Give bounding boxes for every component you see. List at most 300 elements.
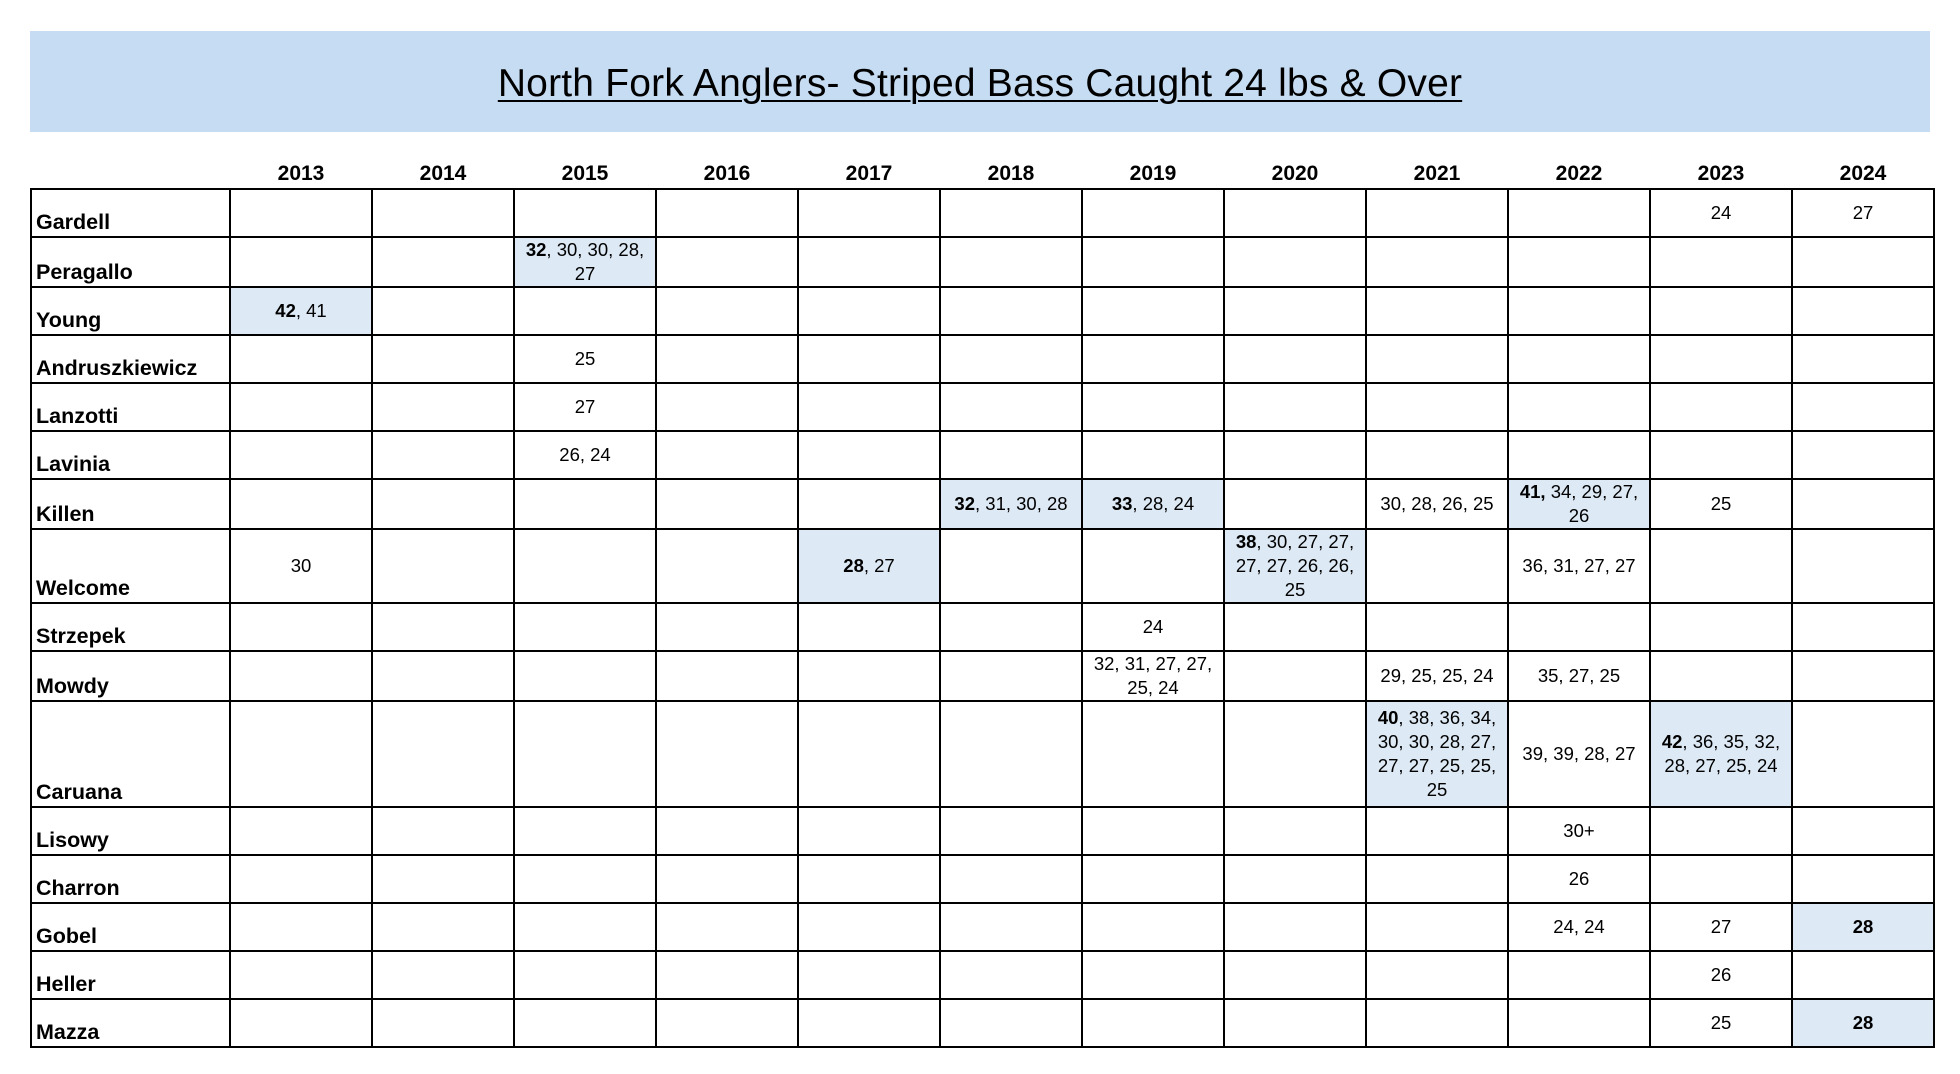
year-header-2015: 2015 <box>561 162 609 185</box>
catch-cell-2014 <box>372 287 514 335</box>
catch-cell-2013 <box>230 903 372 951</box>
catch-weights <box>1711 963 1732 987</box>
top-catch-weight: 42 <box>1661 731 1683 752</box>
catch-weight-list: 26 <box>1710 964 1732 985</box>
catch-cell-2023 <box>1650 529 1792 603</box>
catch-cell-2020 <box>1224 951 1366 999</box>
catch-cell-2014 <box>372 529 514 603</box>
catch-table <box>30 153 1935 1048</box>
catch-cell-2019 <box>1082 189 1224 237</box>
catch-cell-2016 <box>656 855 798 903</box>
catch-cell-2013 <box>230 237 372 287</box>
catch-cell-2024 <box>1792 807 1934 855</box>
catch-weights <box>1143 615 1164 639</box>
catch-weights <box>1853 915 1874 939</box>
catch-cell-2015 <box>514 237 656 287</box>
catch-cell-2013 <box>230 807 372 855</box>
catch-cell-2015 <box>514 431 656 479</box>
catch-cell-2024 <box>1792 855 1934 903</box>
catch-weights <box>1563 819 1594 843</box>
catch-cell-2023 <box>1650 651 1792 701</box>
top-catch-weight: 38 <box>1235 531 1257 552</box>
catch-cell-2020 <box>1224 903 1366 951</box>
catch-weights <box>1087 652 1219 700</box>
catch-cell-2021 <box>1366 287 1508 335</box>
catch-cell-2020 <box>1224 431 1366 479</box>
catch-cell-2015 <box>514 807 656 855</box>
catch-cell-2019 <box>1082 237 1224 287</box>
catch-cell-2021 <box>1366 855 1508 903</box>
catch-cell-2021 <box>1366 237 1508 287</box>
catch-cell-2021 <box>1366 807 1508 855</box>
angler-name: Killen <box>31 479 230 529</box>
catch-weights <box>559 443 610 467</box>
catch-cell-2020 <box>1224 479 1366 529</box>
catch-cell-2019 <box>1082 807 1224 855</box>
catch-cell-2014 <box>372 479 514 529</box>
year-header-2013: 2013 <box>277 162 325 185</box>
catch-cell-2017 <box>798 189 940 237</box>
catch-cell-2019 <box>1082 855 1224 903</box>
catch-cell-2015 <box>514 603 656 651</box>
catch-weights <box>1229 530 1361 602</box>
catch-cell-2018 <box>940 529 1082 603</box>
catch-cell-2021 <box>1366 701 1508 807</box>
catch-cell-2019 <box>1082 479 1224 529</box>
catch-cell-2020 <box>1224 335 1366 383</box>
catch-cell-2024 <box>1792 529 1934 603</box>
catch-cell-2022 <box>1508 431 1650 479</box>
catch-cell-2020 <box>1224 529 1366 603</box>
angler-name: Gardell <box>31 189 230 237</box>
catch-cell-2019 <box>1082 335 1224 383</box>
catch-cell-2015 <box>514 999 656 1047</box>
catch-cell-2017 <box>798 237 940 287</box>
catch-cell-2019 <box>1082 431 1224 479</box>
catch-cell-2017 <box>798 431 940 479</box>
catch-cell-2017 <box>798 287 940 335</box>
catch-cell-2018 <box>940 335 1082 383</box>
catch-cell-2015 <box>514 701 656 807</box>
catch-cell-2016 <box>656 237 798 287</box>
catch-cell-2014 <box>372 999 514 1047</box>
catch-cell-2023 <box>1650 951 1792 999</box>
catch-cell-2015 <box>514 287 656 335</box>
catch-cell-2015 <box>514 951 656 999</box>
catch-cell-2024 <box>1792 603 1934 651</box>
catch-cell-2017 <box>798 529 940 603</box>
catch-cell-2022 <box>1508 999 1650 1047</box>
catch-cell-2021 <box>1366 529 1508 603</box>
catch-weights <box>1380 664 1493 688</box>
catch-weight-list: 25 <box>1710 493 1732 514</box>
catch-cell-2019 <box>1082 383 1224 431</box>
catch-cell-2017 <box>798 701 940 807</box>
catch-cell-2017 <box>798 951 940 999</box>
catch-cell-2016 <box>656 287 798 335</box>
catch-cell-2018 <box>940 383 1082 431</box>
catch-cell-2019 <box>1082 529 1224 603</box>
top-catch-weight: 28 <box>1852 1012 1874 1033</box>
catch-cell-2018 <box>940 903 1082 951</box>
catch-cell-2024 <box>1792 951 1934 999</box>
catch-weight-list: , 38, 36, 34, 30, 30, 28, 27, 27, 27, 25, 25, 25 <box>1377 707 1497 800</box>
top-catch-weight: 33 <box>1111 493 1133 514</box>
catch-cell-2016 <box>656 189 798 237</box>
catch-weights <box>1522 554 1635 578</box>
catch-cell-2021 <box>1366 603 1508 651</box>
catch-cell-2013 <box>230 529 372 603</box>
catch-cell-2023 <box>1650 903 1792 951</box>
angler-name: Lisowy <box>31 807 230 855</box>
catch-cell-2024 <box>1792 479 1934 529</box>
catch-cell-2013 <box>230 651 372 701</box>
catch-cell-2020 <box>1224 999 1366 1047</box>
catch-weights <box>1553 915 1604 939</box>
catch-cell-2013 <box>230 383 372 431</box>
catch-cell-2024 <box>1792 237 1934 287</box>
catch-cell-2013 <box>230 287 372 335</box>
catch-weight-list: 25 <box>1710 1012 1732 1033</box>
catch-weight-list: 39, 39, 28, 27 <box>1522 743 1636 764</box>
catch-cell-2020 <box>1224 189 1366 237</box>
catch-weights <box>1711 201 1732 225</box>
catch-cell-2020 <box>1224 237 1366 287</box>
year-header-2020: 2020 <box>1271 162 1319 185</box>
catch-cell-2023 <box>1650 189 1792 237</box>
table-row <box>31 479 1934 529</box>
table-row <box>31 287 1934 335</box>
angler-name: Lavinia <box>31 431 230 479</box>
catch-cell-2023 <box>1650 287 1792 335</box>
table-row <box>31 651 1934 701</box>
catch-cell-2021 <box>1366 479 1508 529</box>
table-row <box>31 189 1934 237</box>
table-row <box>31 335 1934 383</box>
catch-weights <box>275 299 326 323</box>
catch-cell-2023 <box>1650 335 1792 383</box>
top-catch-weight: 40 <box>1377 707 1399 728</box>
catch-cell-2021 <box>1366 903 1508 951</box>
catch-cell-2024 <box>1792 903 1934 951</box>
catch-cell-2018 <box>940 431 1082 479</box>
catch-weight-list: 24 <box>1710 202 1732 223</box>
year-header-2023: 2023 <box>1697 162 1745 185</box>
catch-cell-2022 <box>1508 529 1650 603</box>
catch-cell-2015 <box>514 335 656 383</box>
catch-cell-2013 <box>230 603 372 651</box>
catch-weight-list: 30 <box>290 555 312 576</box>
catch-cell-2023 <box>1650 479 1792 529</box>
catch-cell-2022 <box>1508 807 1650 855</box>
year-header-2019: 2019 <box>1129 162 1177 185</box>
catch-cell-2023 <box>1650 855 1792 903</box>
catch-cell-2014 <box>372 383 514 431</box>
catch-cell-2014 <box>372 951 514 999</box>
catch-cell-2014 <box>372 651 514 701</box>
top-catch-weight: 41, <box>1519 481 1546 502</box>
catch-weights <box>1522 742 1635 766</box>
catch-weights <box>519 238 651 286</box>
catch-cell-2014 <box>372 189 514 237</box>
catch-cell-2017 <box>798 903 940 951</box>
angler-name: Mazza <box>31 999 230 1047</box>
catch-cell-2018 <box>940 951 1082 999</box>
catch-weight-list: , 31, 30, 28 <box>975 493 1068 514</box>
catch-cell-2022 <box>1508 335 1650 383</box>
angler-name: Young <box>31 287 230 335</box>
catch-weights <box>1112 492 1194 516</box>
catch-cell-2014 <box>372 237 514 287</box>
catch-cell-2021 <box>1366 335 1508 383</box>
catch-cell-2022 <box>1508 189 1650 237</box>
catch-cell-2020 <box>1224 287 1366 335</box>
catch-weight-list: 27 <box>1710 916 1732 937</box>
catch-weight-list: 24 <box>1142 616 1164 637</box>
top-catch-weight: 42 <box>275 300 296 321</box>
catch-cell-2014 <box>372 807 514 855</box>
angler-name: Peragallo <box>31 237 230 287</box>
catch-weight-list: , 41 <box>295 300 327 321</box>
catch-cell-2014 <box>372 701 514 807</box>
catch-cell-2019 <box>1082 951 1224 999</box>
catch-weights <box>1380 492 1493 516</box>
catch-cell-2019 <box>1082 903 1224 951</box>
catch-cell-2023 <box>1650 237 1792 287</box>
catch-weights <box>575 347 596 371</box>
catch-weight-list: , 28, 24 <box>1132 493 1195 514</box>
catch-weights <box>1569 867 1590 891</box>
catch-cell-2014 <box>372 335 514 383</box>
catch-cell-2013 <box>230 479 372 529</box>
catch-cell-2020 <box>1224 651 1366 701</box>
angler-name: Andruszkiewicz <box>31 335 230 383</box>
year-header-2016: 2016 <box>703 162 751 185</box>
catch-cell-2016 <box>656 431 798 479</box>
catch-weight-list: 36, 31, 27, 27 <box>1522 555 1636 576</box>
angler-name: Lanzotti <box>31 383 230 431</box>
table-row <box>31 855 1934 903</box>
catch-weight-list: 35, 27, 25 <box>1537 665 1621 686</box>
top-catch-weight: 28 <box>1852 916 1874 937</box>
year-header-2014: 2014 <box>419 162 467 185</box>
table-row <box>31 807 1934 855</box>
catch-cell-2023 <box>1650 383 1792 431</box>
table-row <box>31 999 1934 1047</box>
catch-cell-2020 <box>1224 701 1366 807</box>
catch-cell-2024 <box>1792 431 1934 479</box>
catch-cell-2020 <box>1224 807 1366 855</box>
catch-cell-2018 <box>940 189 1082 237</box>
catch-cell-2020 <box>1224 603 1366 651</box>
catch-cell-2016 <box>656 951 798 999</box>
catch-cell-2022 <box>1508 701 1650 807</box>
catch-cell-2018 <box>940 855 1082 903</box>
catch-cell-2014 <box>372 603 514 651</box>
page-title: North Fork Anglers- Striped Bass Caught 24 lbs & Over <box>497 61 1463 105</box>
catch-cell-2016 <box>656 603 798 651</box>
angler-name: Gobel <box>31 903 230 951</box>
catch-cell-2022 <box>1508 951 1650 999</box>
catch-cell-2022 <box>1508 237 1650 287</box>
catch-cell-2016 <box>656 479 798 529</box>
catch-cell-2022 <box>1508 855 1650 903</box>
catch-weight-list: 26, 24 <box>559 444 611 465</box>
catch-cell-2013 <box>230 701 372 807</box>
catch-cell-2016 <box>656 529 798 603</box>
table-row <box>31 529 1934 603</box>
catch-cell-2017 <box>798 999 940 1047</box>
angler-name: Welcome <box>31 529 230 603</box>
year-header-2022: 2022 <box>1555 162 1603 185</box>
catch-cell-2013 <box>230 335 372 383</box>
catch-cell-2019 <box>1082 999 1224 1047</box>
catch-cell-2017 <box>798 479 940 529</box>
catch-cell-2013 <box>230 951 372 999</box>
catch-weight-list: 34, 29, 27, 26 <box>1545 481 1639 526</box>
catch-cell-2015 <box>514 529 656 603</box>
catch-cell-2016 <box>656 999 798 1047</box>
table-row <box>31 383 1934 431</box>
catch-cell-2024 <box>1792 189 1934 237</box>
table-row <box>31 431 1934 479</box>
catch-cell-2021 <box>1366 189 1508 237</box>
catch-cell-2023 <box>1650 431 1792 479</box>
catch-weight-list: , 30, 30, 28, 27 <box>546 239 645 284</box>
catch-cell-2014 <box>372 855 514 903</box>
catch-cell-2013 <box>230 999 372 1047</box>
catch-weights <box>1538 664 1620 688</box>
catch-cell-2015 <box>514 479 656 529</box>
catch-cell-2022 <box>1508 603 1650 651</box>
catch-cell-2023 <box>1650 603 1792 651</box>
catch-cell-2021 <box>1366 383 1508 431</box>
catch-cell-2017 <box>798 807 940 855</box>
catch-weight-list: 27 <box>1852 202 1874 223</box>
year-header-2024: 2024 <box>1839 162 1887 185</box>
catch-weight-list: , 30, 27, 27, 27, 27, 26, 26, 25 <box>1235 531 1355 600</box>
catch-cell-2015 <box>514 189 656 237</box>
catch-cell-2015 <box>514 903 656 951</box>
catch-cell-2016 <box>656 807 798 855</box>
catch-cell-2016 <box>656 335 798 383</box>
catch-cell-2013 <box>230 855 372 903</box>
title-banner <box>30 31 1930 132</box>
catch-cell-2016 <box>656 701 798 807</box>
catch-cell-2020 <box>1224 855 1366 903</box>
catch-weights <box>1513 480 1645 528</box>
catch-weights <box>1711 1011 1732 1035</box>
catch-cell-2014 <box>372 903 514 951</box>
catch-weight-list: 25 <box>574 348 596 369</box>
catch-cell-2019 <box>1082 603 1224 651</box>
year-header-2017: 2017 <box>845 162 893 185</box>
catch-cell-2022 <box>1508 903 1650 951</box>
catch-weights <box>1853 201 1874 225</box>
catch-cell-2015 <box>514 383 656 431</box>
catch-cell-2023 <box>1650 999 1792 1047</box>
catch-cell-2015 <box>514 855 656 903</box>
catch-cell-2013 <box>230 431 372 479</box>
table-row <box>31 701 1934 807</box>
catch-cell-2018 <box>940 701 1082 807</box>
catch-cell-2018 <box>940 603 1082 651</box>
catch-cell-2017 <box>798 855 940 903</box>
top-catch-weight: 32 <box>954 493 975 514</box>
catch-cell-2014 <box>372 431 514 479</box>
catch-cell-2021 <box>1366 999 1508 1047</box>
catch-cell-2018 <box>940 237 1082 287</box>
catch-cell-2024 <box>1792 701 1934 807</box>
catch-weight-list: 27 <box>574 396 596 417</box>
catch-cell-2013 <box>230 189 372 237</box>
year-header-2018: 2018 <box>987 162 1035 185</box>
header-corner <box>31 153 230 189</box>
catch-cell-2023 <box>1650 701 1792 807</box>
catch-cell-2016 <box>656 903 798 951</box>
catch-weights <box>1655 730 1787 778</box>
catch-weight-list: , 36, 35, 32, 28, 27, 25, 24 <box>1664 731 1781 776</box>
catch-cell-2021 <box>1366 431 1508 479</box>
catch-cell-2024 <box>1792 335 1934 383</box>
catch-weights <box>291 554 312 578</box>
catch-cell-2019 <box>1082 701 1224 807</box>
catch-weight-list: 30+ <box>1563 820 1595 841</box>
catch-cell-2019 <box>1082 287 1224 335</box>
catch-cell-2024 <box>1792 383 1934 431</box>
table-row <box>31 603 1934 651</box>
catch-cell-2020 <box>1224 383 1366 431</box>
catch-weight-list: 26 <box>1568 868 1590 889</box>
catch-cell-2017 <box>798 335 940 383</box>
catch-weights <box>1711 915 1732 939</box>
catch-cell-2022 <box>1508 287 1650 335</box>
catch-cell-2021 <box>1366 951 1508 999</box>
catch-cell-2022 <box>1508 383 1650 431</box>
catch-cell-2022 <box>1508 479 1650 529</box>
top-catch-weight: 32 <box>525 239 547 260</box>
angler-name: Heller <box>31 951 230 999</box>
catch-cell-2024 <box>1792 287 1934 335</box>
catch-weights <box>1853 1011 1874 1035</box>
top-catch-weight: 28 <box>843 555 864 576</box>
catch-weight-list: , 27 <box>863 555 895 576</box>
catch-cell-2015 <box>514 651 656 701</box>
year-header-2021: 2021 <box>1413 162 1461 185</box>
catch-cell-2024 <box>1792 651 1934 701</box>
catch-cell-2018 <box>940 807 1082 855</box>
table-row <box>31 951 1934 999</box>
catch-cell-2018 <box>940 999 1082 1047</box>
catch-weights <box>1371 706 1503 802</box>
table-header <box>31 153 1934 189</box>
catch-cell-2021 <box>1366 651 1508 701</box>
catch-weights <box>1711 492 1732 516</box>
angler-name: Charron <box>31 855 230 903</box>
catch-cell-2022 <box>1508 651 1650 701</box>
catch-cell-2024 <box>1792 999 1934 1047</box>
catch-cell-2017 <box>798 603 940 651</box>
table-row <box>31 237 1934 287</box>
catch-weights <box>575 395 596 419</box>
angler-name: Strzepek <box>31 603 230 651</box>
angler-name: Mowdy <box>31 651 230 701</box>
table-row <box>31 903 1934 951</box>
catch-weights <box>843 554 894 578</box>
catch-cell-2017 <box>798 651 940 701</box>
catch-cell-2016 <box>656 383 798 431</box>
catch-weight-list: 30, 28, 26, 25 <box>1380 493 1494 514</box>
